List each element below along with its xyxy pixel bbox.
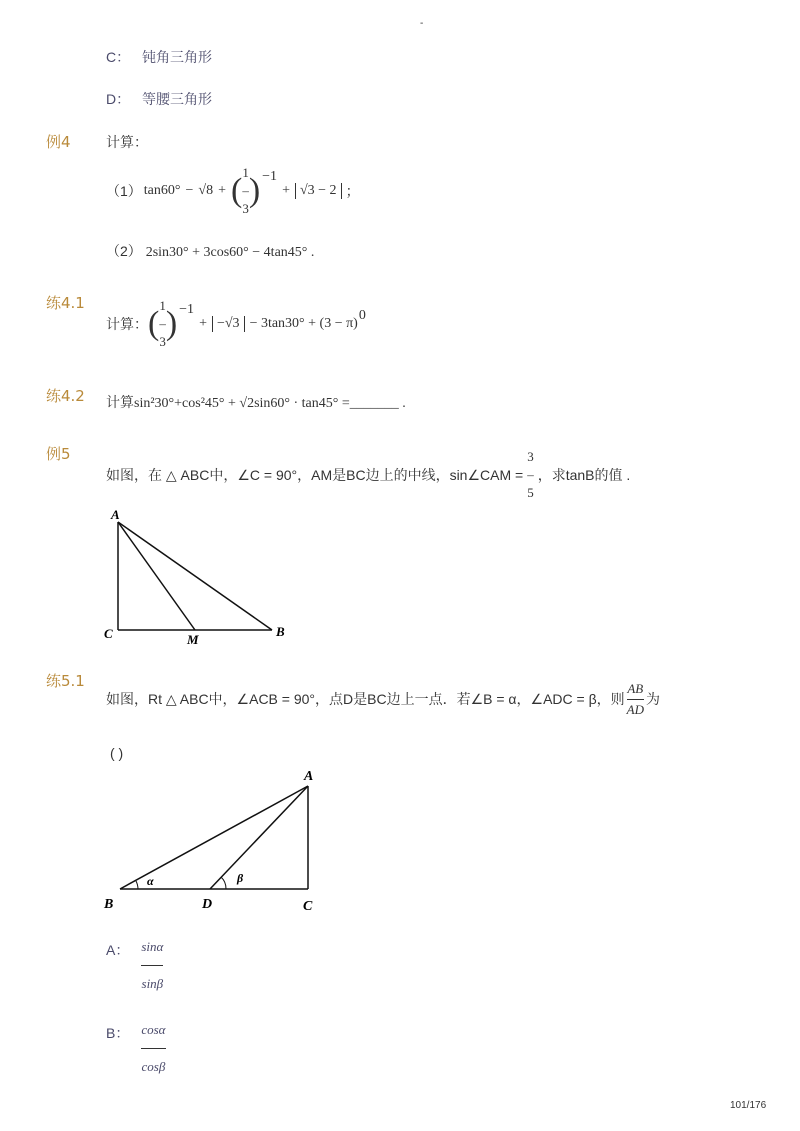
triangle-figure-abdc xyxy=(100,764,330,916)
practice-5-1-tag: 练5.1 xyxy=(46,672,85,690)
label-m: M xyxy=(187,632,199,647)
option-key: D： xyxy=(106,91,131,107)
option-text: 等腰三角形 xyxy=(142,91,213,107)
denominator: cosβ xyxy=(141,1059,166,1074)
numerator: 1 xyxy=(242,165,249,180)
header-mark: - xyxy=(420,18,424,29)
denominator: 5 xyxy=(527,485,534,500)
option-key: A： xyxy=(106,942,130,958)
practice-4-2-tag: 练4.2 xyxy=(46,387,85,405)
part-label: （1） xyxy=(106,183,142,199)
example-5-tag: 例5 xyxy=(46,445,71,463)
option-d[interactable] xyxy=(106,89,212,109)
numerator: cosα xyxy=(141,1022,166,1037)
problem-text: 如图，在 △ ABC中，∠C = 90°，AM是BC边上的中线，sin∠CAM = xyxy=(106,467,524,483)
label-c: C xyxy=(104,626,113,641)
label-a: A xyxy=(111,507,120,522)
example-4-intro: 计算： xyxy=(106,134,148,150)
intro-text: 计算： xyxy=(106,316,148,332)
fraction-dash: – xyxy=(527,467,534,482)
fraction xyxy=(627,680,644,719)
option-a[interactable] xyxy=(106,938,163,993)
math-term: − 3tan30° + (3 − π) xyxy=(249,316,358,331)
practice-5-1-text xyxy=(106,670,660,728)
math-op: + xyxy=(282,183,290,198)
exponent: −1 xyxy=(262,169,278,184)
numerator: AB xyxy=(627,680,644,696)
label-c: C xyxy=(303,899,313,914)
right-paren: ) xyxy=(248,172,261,209)
numerator: sinα xyxy=(141,939,164,954)
fraction-dash: – xyxy=(242,183,249,198)
label-a: A xyxy=(304,769,314,784)
option-fraction xyxy=(141,938,163,993)
exponent: 0 xyxy=(358,308,366,323)
label-b: B xyxy=(104,897,114,912)
denominator: AD xyxy=(626,701,644,717)
angle-beta-label: β xyxy=(237,871,244,885)
math-op: + xyxy=(199,316,207,331)
problem-text: ，求tanB的值 . xyxy=(537,467,631,483)
practice-4-1-tag: 练4.1 xyxy=(46,294,85,312)
math-op: + xyxy=(218,183,226,198)
option-b[interactable] xyxy=(106,1021,166,1076)
page-number: 101/176 xyxy=(730,1100,767,1111)
example-4-tag: 例4 xyxy=(46,133,71,151)
option-text: 钝角三角形 xyxy=(142,49,213,65)
fraction xyxy=(527,448,534,502)
problem-text: 如图，Rt △ ABC中，∠ACB = 90°，点D是BC边上一点．若∠B = α，∠ADC = β，则 xyxy=(106,691,625,707)
math-sqrt: √8 xyxy=(198,183,214,198)
option-c[interactable] xyxy=(106,47,212,67)
left-paren: ( xyxy=(148,305,160,342)
numerator: 1 xyxy=(159,298,166,313)
fraction-dash: – xyxy=(159,316,166,331)
punctuation: ； xyxy=(345,183,360,199)
denominator: sinβ xyxy=(141,976,164,991)
example-5-text xyxy=(106,448,630,502)
math-expression: 2sin30° + 3cos60° − 4tan45° . xyxy=(145,245,315,260)
label-b: B xyxy=(276,624,285,639)
example-4-part-1 xyxy=(106,163,360,219)
practice-4-1-expression xyxy=(106,296,366,352)
denominator: 3 xyxy=(242,201,249,216)
problem-text: 为 xyxy=(645,691,660,707)
label-d: D xyxy=(202,897,213,912)
angle-alpha-label: α xyxy=(147,874,154,888)
option-key: C： xyxy=(106,49,131,65)
triangle-figure-abc xyxy=(100,506,300,650)
exponent: −1 xyxy=(179,302,195,317)
practice-4-2-text: 计算sin²30°+cos²45° + √2sin60° · tan45° =_______ . xyxy=(106,396,406,411)
numerator: 3 xyxy=(527,449,534,464)
math-op: − xyxy=(185,183,194,198)
answer-blank: ( ) xyxy=(110,745,124,761)
part-label: （2） xyxy=(106,243,142,259)
option-key: B： xyxy=(106,1025,130,1041)
example-4-part-2 xyxy=(106,241,314,261)
math-term: tan60° xyxy=(143,183,181,198)
denominator: 3 xyxy=(159,334,166,349)
option-fraction xyxy=(141,1021,165,1076)
absolute-value: −√3 xyxy=(212,316,245,332)
absolute-value: √3 − 2 xyxy=(295,183,342,199)
right-paren: ) xyxy=(165,305,178,342)
left-paren: ( xyxy=(231,172,243,209)
